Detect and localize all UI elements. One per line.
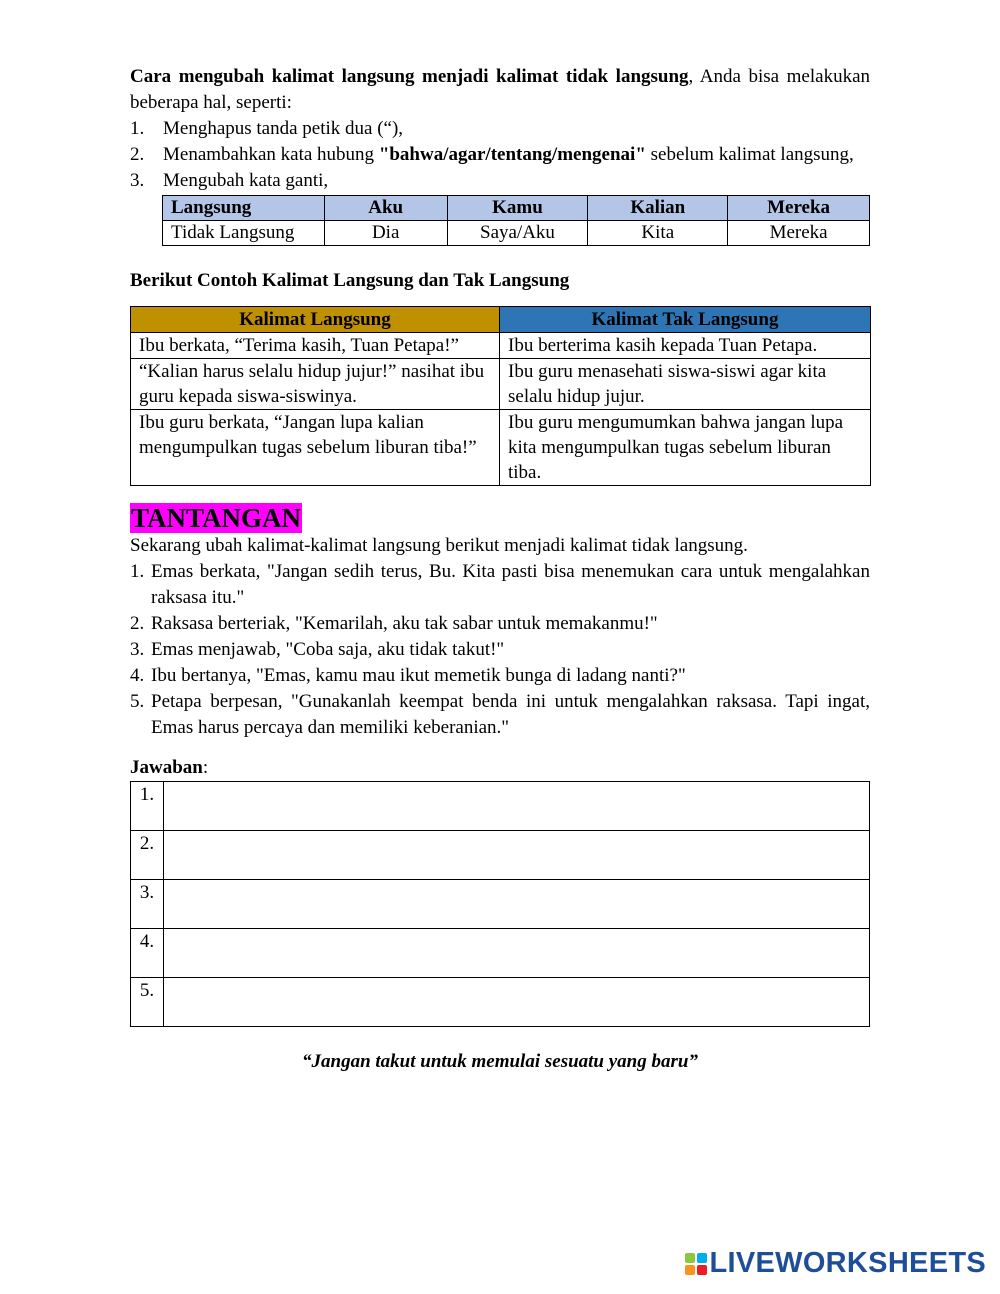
answer-input-5[interactable] [164, 978, 870, 1027]
answers-label-text: Jawaban [130, 757, 203, 778]
challenge-text: Emas menjawab, "Coba saja, aku tidak takut!" [151, 639, 505, 660]
worksheet-page [130, 64, 870, 1075]
pronoun-header-cell: Mereka [728, 196, 870, 221]
logo-mark-icon [685, 1253, 707, 1275]
intro-bold: Cara mengubah kalimat langsung menjadi kalimat tidak langsung [130, 66, 689, 87]
step-text: Menambahkan kata hubung [163, 144, 379, 165]
challenge-item [130, 611, 870, 637]
example-row [131, 333, 871, 359]
steps-list [130, 116, 870, 194]
example-row [131, 359, 871, 410]
challenge-item [130, 689, 870, 741]
challenge-item [130, 663, 870, 689]
answer-input-2[interactable] [164, 831, 870, 880]
step-item [130, 142, 870, 168]
step-item [130, 116, 870, 142]
answer-number: 1. [131, 782, 164, 831]
answer-number: 3. [131, 880, 164, 929]
pronoun-cell: Saya/Aku [447, 221, 588, 246]
pronoun-cell: Mereka [728, 221, 870, 246]
examples-table [130, 306, 871, 486]
step-item [130, 168, 870, 194]
step-number: 1. [130, 118, 145, 139]
answers-label [130, 755, 870, 781]
answer-number: 4. [131, 929, 164, 978]
answers-table [130, 781, 870, 1027]
challenge-list [130, 559, 870, 741]
pronoun-header-cell: Kamu [447, 196, 588, 221]
indirect-speech-header: Kalimat Tak Langsung [500, 307, 871, 333]
pronoun-row [163, 221, 870, 246]
step-bold-text: "bahwa/agar/tentang/mengenai" [378, 144, 646, 165]
pronoun-table [162, 195, 870, 246]
answer-row [131, 929, 870, 978]
direct-speech-cell: Ibu guru berkata, “Jangan lupa kalian mengumpulkan tugas sebelum liburan tiba!” [131, 410, 500, 486]
pronoun-cell: Tidak Langsung [163, 221, 325, 246]
challenge-number: 1. [130, 561, 145, 582]
pronoun-header-cell: Aku [324, 196, 447, 221]
logo-square [697, 1265, 707, 1275]
challenge-number: 5. [130, 691, 145, 712]
indirect-speech-cell: Ibu guru menasehati siswa-siswi agar kita selalu hidup jujur. [500, 359, 871, 410]
logo-square [697, 1253, 707, 1263]
motivational-quote: “Jangan takut untuk memulai sesuatu yang baru” [302, 1051, 698, 1072]
step-number: 3. [130, 170, 145, 191]
answer-input-4[interactable] [164, 929, 870, 978]
direct-speech-cell: “Kalian harus selalu hidup jujur!” nasihat ibu guru kepada siswa-siswinya. [131, 359, 500, 410]
step-text: Menghapus tanda petik dua (“), [163, 118, 404, 139]
answer-input-1[interactable] [164, 782, 870, 831]
challenge-text: Petapa berpesan, "Gunakanlah keempat benda ini untuk mengalahkan raksasa. Tapi ingat, Emas harus percaya dan memiliki keberanian." [151, 691, 870, 738]
challenge-instruction: Sekarang ubah kalimat-kalimat langsung berikut menjadi kalimat tidak langsung. [130, 535, 748, 556]
pronoun-cell: Kita [588, 221, 728, 246]
pronoun-cell: Dia [324, 221, 447, 246]
answers-label-colon: : [202, 757, 209, 778]
indirect-speech-cell: Ibu guru mengumumkan bahwa jangan lupa kita mengumpulkan tugas sebelum liburan tiba. [500, 410, 871, 486]
logo-text: LIVEWORKSHEETS [709, 1247, 986, 1279]
example-row [131, 410, 871, 486]
challenge-title: TANTANGAN [131, 503, 302, 533]
challenge-number: 3. [130, 639, 145, 660]
answer-input-3[interactable] [164, 880, 870, 929]
intro-rest: , Anda bisa melakukan beberapa hal, seperti: [130, 66, 870, 113]
answer-number: 5. [131, 978, 164, 1027]
intro-paragraph [130, 64, 870, 116]
step-text: sebelum kalimat langsung, [645, 144, 854, 165]
challenge-text: Ibu bertanya, "Emas, kamu mau ikut memetik bunga di ladang nanti?" [151, 665, 686, 686]
challenge-text: Emas berkata, "Jangan sedih terus, Bu. Kita pasti bisa menemukan cara untuk mengalahkan raksasa itu." [151, 561, 870, 608]
logo-square [685, 1253, 695, 1263]
liveworksheets-logo [685, 1247, 987, 1280]
challenge-text: Raksasa berteriak, "Kemarilah, aku tak sabar untuk memakanmu!" [151, 613, 658, 634]
answer-row [131, 880, 870, 929]
examples-heading: Berikut Contoh Kalimat Langsung dan Tak Langsung [130, 270, 570, 291]
answer-row [131, 831, 870, 880]
direct-speech-cell: Ibu berkata, “Terima kasih, Tuan Petapa!” [131, 333, 500, 359]
pronoun-header-cell: Kalian [588, 196, 728, 221]
pronoun-header-row [163, 196, 870, 221]
step-text: Mengubah kata ganti, [163, 170, 329, 191]
pronoun-header-cell: Langsung [163, 196, 325, 221]
challenge-number: 2. [130, 613, 145, 634]
answer-number: 2. [131, 831, 164, 880]
challenge-item [130, 559, 870, 611]
answer-row [131, 782, 870, 831]
logo-square [685, 1265, 695, 1275]
challenge-number: 4. [130, 665, 145, 686]
step-number: 2. [130, 144, 145, 165]
indirect-speech-cell: Ibu berterima kasih kepada Tuan Petapa. [500, 333, 871, 359]
direct-speech-header: Kalimat Langsung [131, 307, 500, 333]
challenge-item [130, 637, 870, 663]
examples-header-row [131, 307, 871, 333]
answer-row [131, 978, 870, 1027]
